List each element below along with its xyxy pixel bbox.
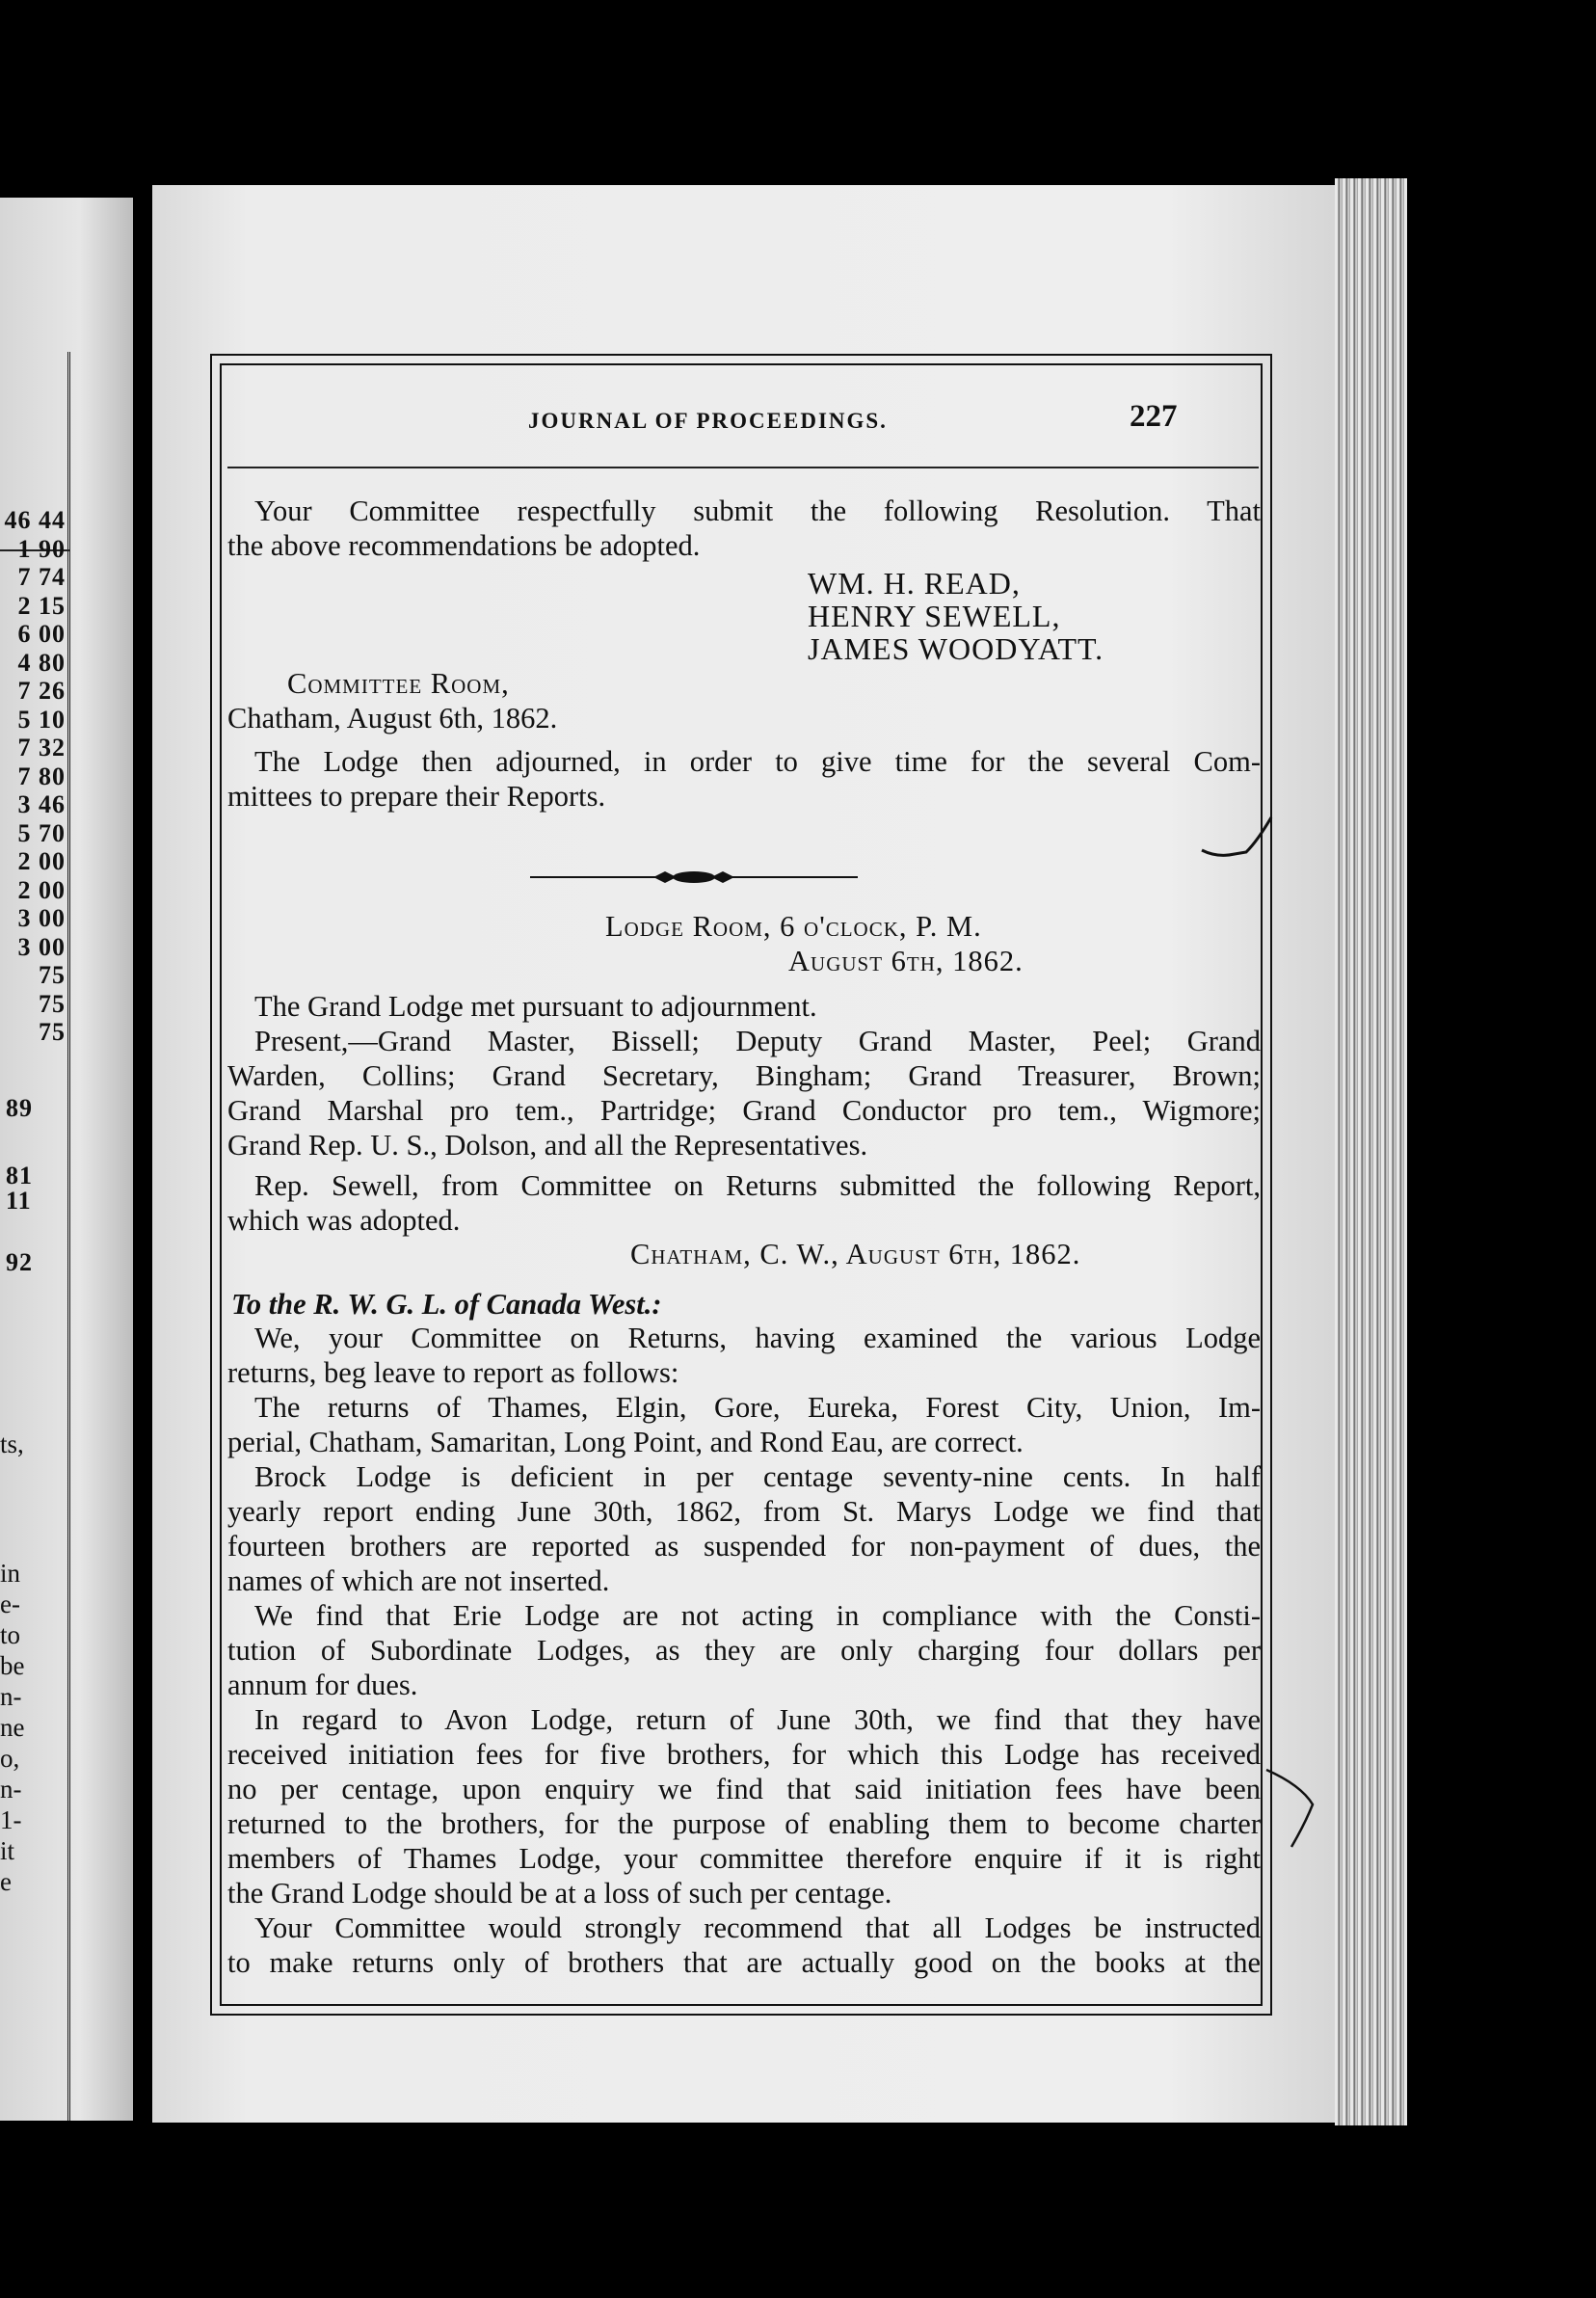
report-salutation: To the R. W. G. L. of Canada West.: [231,1288,662,1321]
report-avon-lodge [227,1702,1261,1911]
left-page-fragment: e [0,1867,12,1896]
left-page-fragment: be [0,1651,25,1680]
text-line: which was adopted. [227,1204,461,1237]
left-page-number: 4 80 [17,648,66,677]
text-line: The Grand Lodge met pursuant to adjournment. [254,990,817,1023]
left-facing-page [0,198,133,2121]
left-page-fragment: o, [0,1744,20,1773]
text-line: Your Committee would strongly recommend that all Lodges be instructed [254,1911,1261,1944]
left-page-fragment: n- [0,1682,22,1711]
header-rule [227,467,1259,468]
text-line: fourteen brothers are reported as suspended for non-payment of dues, the [227,1530,1261,1563]
left-page-fragment: e- [0,1590,20,1618]
left-page-border [67,352,70,2121]
page-number: 227 [1130,399,1178,434]
left-page-fragment: ts, [0,1430,24,1458]
left-page-number: 2 00 [17,847,66,875]
text-line: We find that Erie Lodge are not acting in compliance with the Consti- [254,1599,1261,1632]
left-page-number: 7 26 [17,677,66,705]
report-place-date: Chatham, C. W., August 6th, 1862. [630,1238,1081,1270]
report-intro [227,1321,1261,1390]
running-head: JOURNAL OF PROCEEDINGS. [528,409,888,433]
adjourned-paragraph [227,744,1261,814]
text-line: the Grand Lodge should be at a loss of such per centage. [227,1877,892,1910]
report-brock-lodge [227,1459,1261,1598]
signature-read: WM. H. READ, [808,566,1021,601]
margin-check-mark [1198,812,1275,869]
margin-bracket-mark [1263,1766,1320,1853]
text-line: to make returns only of brothers that are actually good on the books at the [227,1946,1261,1979]
text-line: The returns of Thames, Elgin, Gore, Eureka, Forest City, Union, Im- [254,1391,1261,1424]
left-page-number: 1 90 [17,534,66,563]
present-paragraph [227,1024,1261,1162]
left-page-number: 11 [6,1187,32,1215]
text-line: Your Committee respectfully submit the following Resolution. That [254,494,1261,527]
text-line: Rep. Sewell, from Committee on Returns submitted the following Report, [254,1169,1261,1202]
text-line: Brock Lodge is deficient in per centage seventy-nine cents. In half [254,1460,1261,1493]
left-page-number: 89 [6,1094,33,1122]
text-line: Grand Marshal pro tem., Partridge; Grand Conductor pro tem., Wigmore; [227,1094,1261,1127]
left-page-number: 6 00 [17,620,66,648]
left-page-number: 7 32 [17,734,66,762]
left-page-number: 92 [6,1248,33,1276]
text-line: tution of Subordinate Lodges, as they are only charging four dollars per [227,1634,1261,1667]
left-page-number: 2 00 [17,875,66,904]
text-line: Warden, Collins; Grand Secretary, Bingham; Grand Treasurer, Brown; [227,1059,1261,1092]
signature-sewell: HENRY SEWELL, [808,599,1061,633]
committee-date: Chatham, August 6th, 1862. [227,702,558,735]
left-page-number: 7 80 [17,762,66,790]
text-line: returns, beg leave to report as follows: [227,1356,679,1389]
left-page-number: 46 44 [4,506,66,534]
left-page-fragment: in [0,1559,21,1588]
signature-woodyatt: JAMES WOODYATT. [808,631,1104,666]
text-line: yearly report ending June 30th, 1862, from St. Marys Lodge we find that [227,1495,1261,1528]
text-line: Present,—Grand Master, Bissell; Deputy Grand Master, Peel; Grand [254,1025,1261,1057]
resolution-paragraph [227,494,1261,563]
met-paragraph [227,989,1261,1024]
journal-page [152,185,1347,2123]
left-page-number: 3 00 [17,932,66,961]
left-page-number: 75 [39,989,66,1018]
text-line: annum for dues. [227,1669,418,1701]
committee-room: Committee Room, [287,667,510,700]
left-page-number: 3 00 [17,904,66,932]
left-page-number: 81 [6,1162,33,1189]
sewell-paragraph [227,1168,1261,1238]
text-line: mittees to prepare their Reports. [227,780,606,813]
lodge-date: August 6th, 1862. [788,945,1024,977]
left-page-fragment: to [0,1620,21,1649]
left-page-number: 7 74 [17,563,66,591]
left-page-fragment: n- [0,1775,22,1804]
left-page-fragment: it [0,1836,15,1865]
text-line: members of Thames Lodge, your committee therefore enquire if it is right [227,1842,1261,1875]
section-ornament [530,868,858,887]
text-line: The Lodge then adjourned, in order to give time for the several Com- [254,745,1261,778]
left-page-number: 75 [39,961,66,989]
text-line: names of which are not inserted. [227,1564,610,1597]
text-line: returned to the brothers, for the purpose of enabling them to become charter [227,1807,1261,1840]
page-edges [1335,178,1407,2125]
text-line: received initiation fees for five brothers, for which this Lodge has received [227,1738,1261,1771]
report-recommendation [227,1911,1261,1980]
page-header [152,399,1347,438]
left-page-number: 5 10 [17,705,66,734]
text-line: In regard to Avon Lodge, return of June 30th, we find that they have [254,1703,1261,1736]
lodge-room: Lodge Room, 6 o'clock, P. M. [605,910,982,943]
text-line: Grand Rep. U. S., Dolson, and all the Representatives. [227,1129,868,1162]
text-line: We, your Committee on Returns, having examined the various Lodge [254,1322,1261,1354]
left-page-number: 75 [39,1018,66,1046]
left-page-fragment: ne [0,1713,25,1742]
report-erie-lodge [227,1598,1261,1702]
text-line: no per centage, upon enquiry we find that said initiation fees have been [227,1773,1261,1805]
text-line: perial, Chatham, Samaritan, Long Point, and Rond Eau, are correct. [227,1426,1024,1458]
left-page-fragment: 1- [0,1805,22,1834]
left-page-number: 2 15 [17,591,66,620]
left-page-number: 5 70 [17,818,66,847]
left-page-number: 3 46 [17,790,66,818]
report-correct-returns [227,1390,1261,1459]
text-line: the above recommendations be adopted. [227,529,701,562]
